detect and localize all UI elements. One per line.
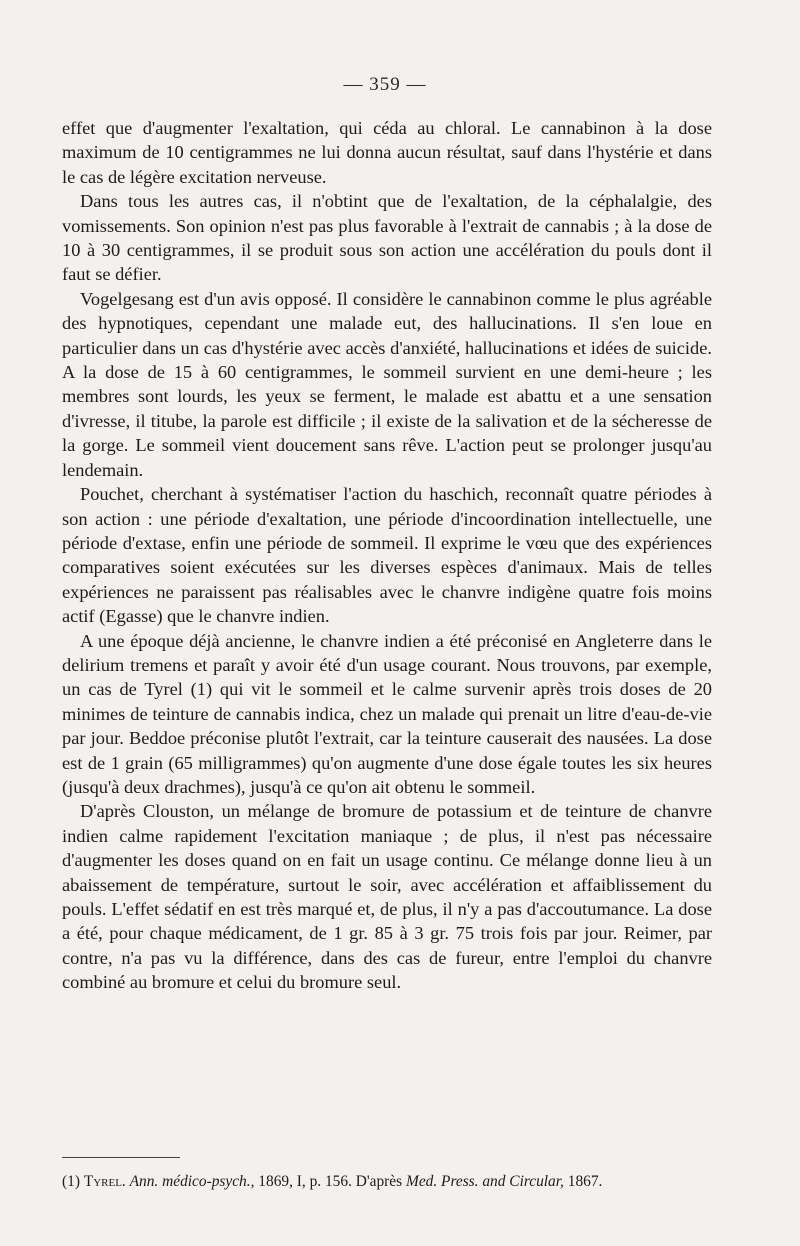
footnote-marker: (1) (62, 1173, 80, 1190)
footnote-author: Tyrel. (83, 1173, 126, 1190)
footnote-journal: Ann. médico-psych., (129, 1173, 255, 1190)
paragraph: D'après Clouston, un mélange de bromure de potassium et de teinture de chanvre indien calme rapidement l'excitation maniaque ; de plus, il n'est pas nécessaire d'augmenter les doses quand on en fait un usage continu. Ce mélange donne lieu à un abaissement de température, surtout le soir, avec accélération et affaiblissement du pouls. L'effet sédatif en est très marqué et, de plus, il n'y a pas d'accoutumance. La dose a été, pour chaque médicament, de 1 gr. 85 à 3 gr. 75 trois fois par jour. Reimer, par contre, n'a pas vu la différence, dans des cas de fureur, entre l'emploi du chanvre combiné au bromure et celui du bromure seul. (62, 801, 712, 993)
page-number: — 359 — (343, 74, 427, 95)
footnote-details: 1869, I, p. 156. D'après (258, 1173, 403, 1190)
paragraph: Pouchet, cherchant à systématiser l'action du haschich, reconnaît quatre périodes à son action : une période d'exaltation, une période d'incoordination intellectuelle, une période d'extase, enfin une période de sommeil. Il exprime le vœu que des expériences comparatives soient exécutées sur les diverses espèces d'animaux. Mais de telles expériences ne paraissent pas réalisables avec le chanvre indigène quatre fois moins actif (Egasse) que le chanvre indien. (62, 484, 712, 627)
paragraph: A une époque déjà ancienne, le chanvre indien a été préconisé en Angleterre dans le delirium tremens et paraît y avoir été d'un usage courant. Nous trouvons, par exemple, un cas de Tyrel (1) qui vit le sommeil et le calme survenir après trois doses de 20 minimes de teinture de cannabis indica, chez un malade qui prenait un litre d'eau-de-vie par jour. Beddoe préconise plutôt l'extrait, car la teinture causerait des nausées. La dose est de 1 grain (65 milligrammes) qu'on augmente d'une dose égale toutes les six heures (jusqu'à deux drachmes), jusqu'à ce qu'on ait obtenu le sommeil. (62, 630, 712, 797)
footnote-year: 1867. (567, 1173, 603, 1190)
paragraph: Dans tous les autres cas, il n'obtint que de l'exaltation, de la céphalalgie, des vomissements. Son opinion n'est pas plus favorable à l'extrait de cannabis ; à la dose de 10 à 30 centigrammes, il se produit sous son action une accélération du pouls dont il faut se défier. (62, 191, 712, 285)
footnote-divider (62, 1157, 180, 1158)
footnote (62, 1172, 712, 1191)
paragraph: effet que d'augmenter l'exaltation, qui céda au chloral. Le cannabinon à la dose maximum de 10 centigrammes ne lui donna aucun résultat, sauf dans l'hystérie et dans le cas de légère excitation nerveuse. (62, 118, 712, 187)
footnote-source: Med. Press. and Circular, (406, 1173, 564, 1190)
body-text (62, 116, 712, 995)
paragraph: Vogelgesang est d'un avis opposé. Il considère le cannabinon comme le plus agréable des hypnotiques, cependant une malade eut, des hallucinations. Il s'en loue en particulier dans un cas d'hystérie avec accès d'anxiété, hallucinations et idées de suicide. A la dose de 15 à 60 centigrammes, le sommeil survient en une demi-heure ; les membres sont lourds, les yeux se ferment, le malade est abattu et a une sensation d'ivresse, il titube, la parole est difficile ; il existe de la salivation et de la sécheresse de la gorge. Le sommeil vient doucement sans rêve. L'action peut se prolonger jusqu'au lendemain. (62, 288, 712, 480)
